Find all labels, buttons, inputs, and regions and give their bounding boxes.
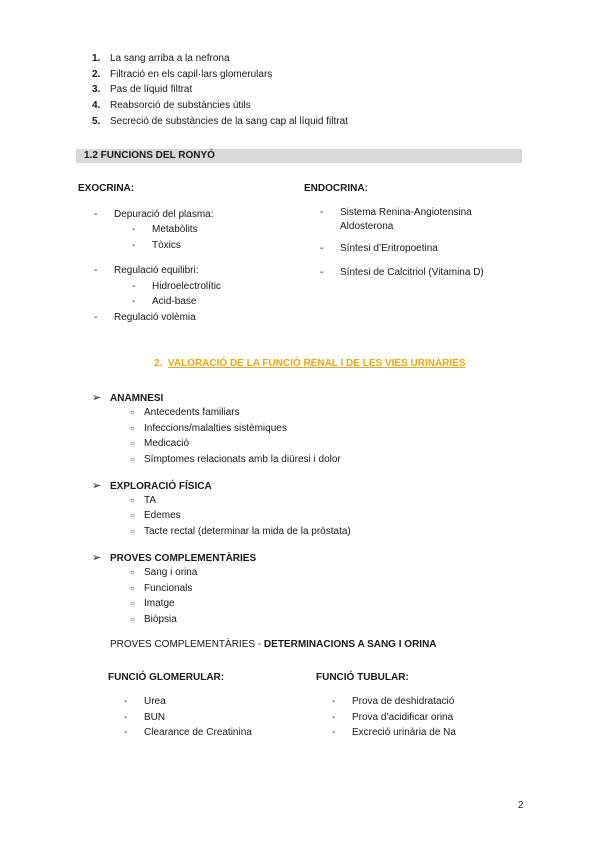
circle-bullet-icon: ○ — [130, 527, 135, 536]
endocrina-heading: ENDOCRINA: — [304, 183, 368, 194]
exploracio-heading: ➢ EXPLORACIÓ FÍSICA — [92, 480, 212, 492]
step-4: 4. Reabsorció de substàncies útils — [92, 100, 251, 111]
tubular-item: - Excreció urinària de Na — [332, 727, 456, 738]
circle-bullet-icon: ○ — [130, 439, 135, 448]
glomerular-item: - BUN — [124, 712, 166, 723]
circle-bullet-icon: ○ — [130, 615, 135, 624]
proves-item: ○ Biòpsia — [130, 614, 177, 625]
glomerular-heading: FUNCIÓ GLOMERULAR: — [108, 672, 225, 683]
circle-bullet-icon: ○ — [130, 568, 135, 577]
page-number: 2 — [518, 800, 524, 811]
circle-bullet-icon: ○ — [130, 408, 135, 417]
circle-bullet-icon: ○ — [130, 496, 135, 505]
anamnesi-item: ○ Medicació — [130, 438, 190, 449]
step-3: 3. Pas de líquid filtrat — [92, 84, 193, 95]
circle-bullet-icon: ○ — [130, 599, 135, 608]
step-2: 2. Filtració en els capil·lars glomerulars — [92, 69, 273, 80]
circle-bullet-icon: ○ — [130, 455, 135, 464]
exploracio-item: ○ TA — [130, 495, 157, 506]
glomerular-item: - Urea — [124, 696, 166, 707]
arrow-bullet-icon: ➢ — [92, 480, 102, 492]
circle-bullet-icon: ○ — [130, 584, 135, 593]
arrow-bullet-icon: ➢ — [92, 552, 102, 564]
anamnesi-item: ○ Símptomes relacionats amb la diüresi i dolor — [130, 454, 341, 465]
exocrina-heading: EXOCRINA: — [78, 183, 135, 194]
circle-bullet-icon: ○ — [130, 511, 135, 520]
exocrina-item-depuracio: - Depuració del plasma: — [94, 209, 214, 220]
endocrina-item-renina-line2: Aldosterona — [340, 221, 394, 232]
exocrina-sub-metabolits: - Metabòlits — [132, 224, 198, 235]
step-5: 5. Secreció de substàncies de la sang cap al líquid filtrat — [92, 116, 348, 127]
exocrina-sub-toxics: - Tòxics — [132, 240, 181, 251]
endocrina-item-calcitriol: - Síntesi de Calcitriol (Vitamina D) — [320, 267, 484, 278]
arrow-bullet-icon: ➢ — [92, 392, 102, 404]
exocrina-sub-acid-base: - Acid-base — [132, 296, 197, 307]
proves-heading: ➢ PROVES COMPLEMENTÀRIES — [92, 552, 257, 564]
anamnesi-item: ○ Antecedents familiars — [130, 407, 240, 418]
proves-item: ○ Funcionals — [130, 583, 193, 594]
exocrina-item-regulacio-equilibri: - Regulació equilibri: — [94, 265, 199, 276]
glomerular-item: - Clearance de Creatinina — [124, 727, 252, 738]
exploracio-item: ○ Edemes — [130, 510, 181, 521]
circle-bullet-icon: ○ — [130, 424, 135, 433]
endocrina-item-renina: - Sistema Renina-Angiotensina — [320, 207, 472, 218]
section-heading-2: 2. VALORACIÓ DE LA FUNCIÓ RENAL I DE LES VIES URINÀRIES — [154, 358, 466, 369]
tubular-item: - Prova de deshidratació — [332, 696, 455, 707]
tubular-item: - Prova d’acidificar orina — [332, 712, 454, 723]
tubular-heading: FUNCIÓ TUBULAR: — [316, 672, 409, 683]
anamnesi-heading: ➢ ANAMNESI — [92, 392, 164, 404]
endocrina-item-eritropoetina: - Síntesi d’Eritropoetina — [320, 243, 438, 254]
step-1: 1. La sang arriba a la nefrona — [92, 53, 230, 64]
exocrina-item-volemia: - Regulació volèmia — [94, 312, 196, 323]
proves-item: ○ Sang i orina — [130, 567, 198, 578]
determinacions-heading: PROVES COMPLEMENTÀRIES - DETERMINACIONS A SANG I ORINA — [110, 639, 437, 650]
exploracio-item: ○ Tacte rectal (determinar la mida de la pròstata) — [130, 526, 351, 537]
exocrina-sub-hidroelectrolitic: - Hidroelectrolític — [132, 281, 221, 292]
proves-item: ○ Imatge — [130, 598, 175, 609]
section-heading-1-2: 1.2 FUNCIONS DEL RONYÓ — [84, 150, 215, 161]
anamnesi-item: ○ Infeccions/malalties sistèmiques — [130, 423, 287, 434]
